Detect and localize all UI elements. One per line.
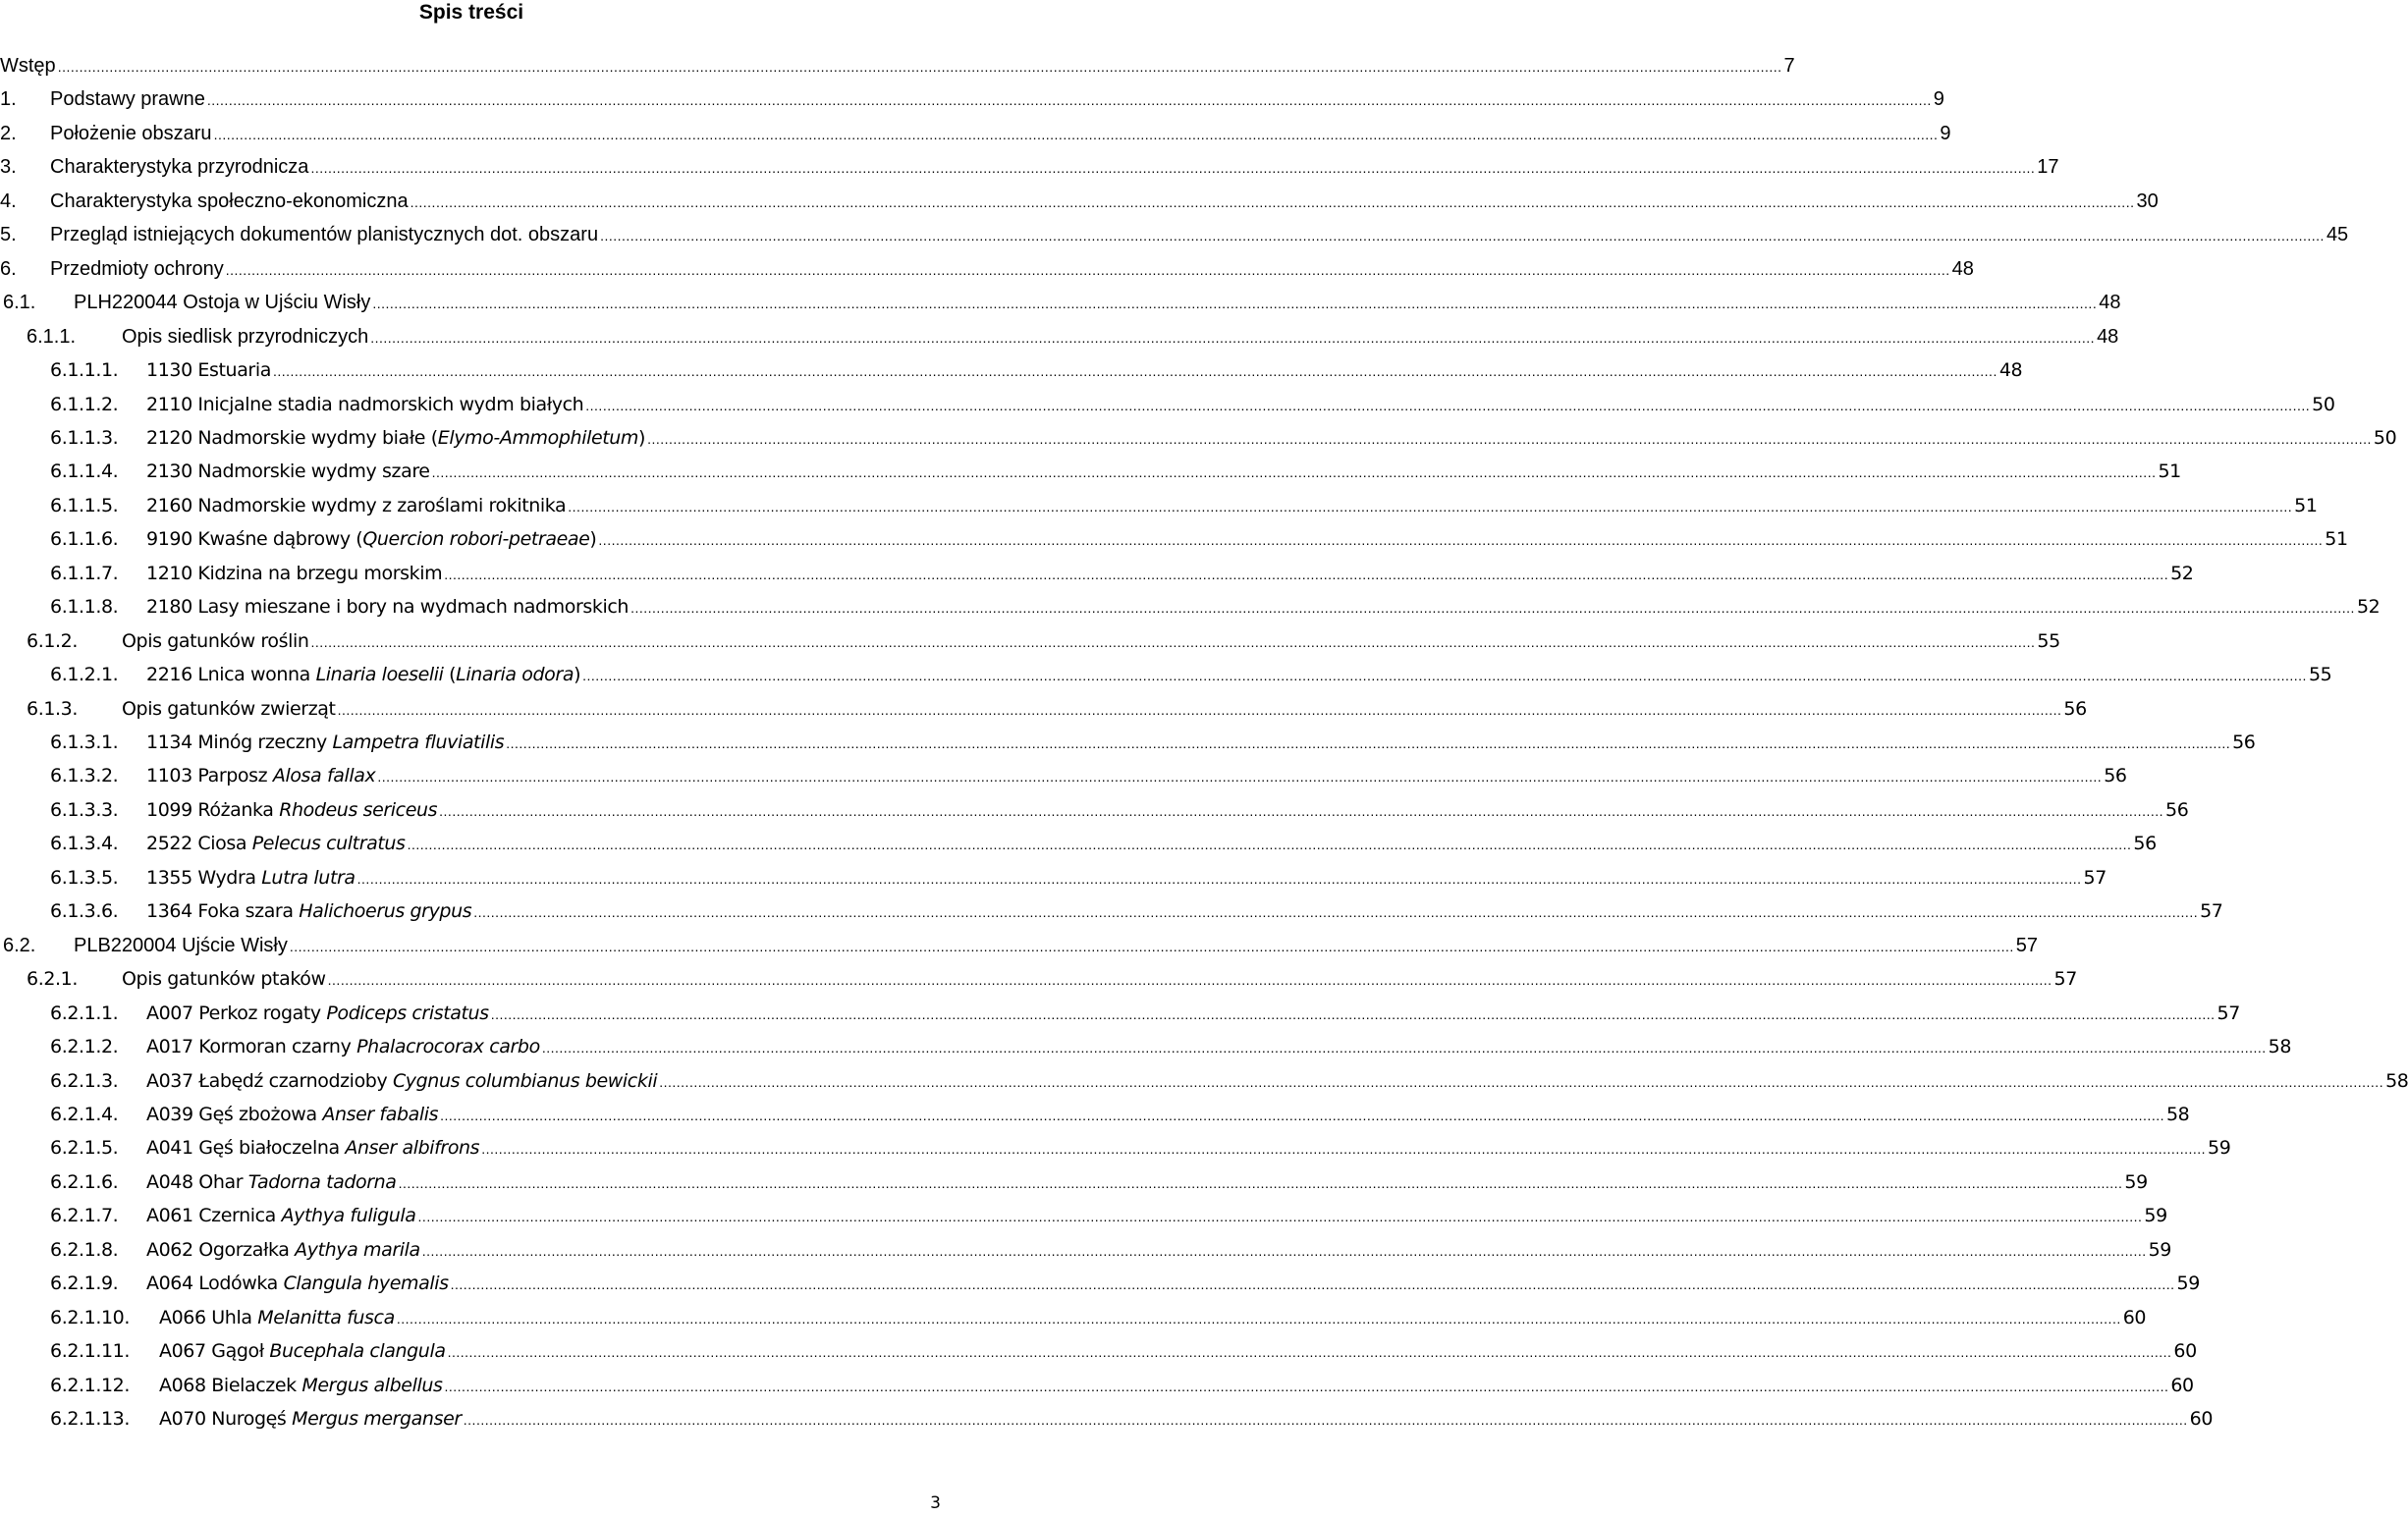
toc-entry[interactable] xyxy=(50,491,2318,520)
toc-leader-dots: ................................................................................................................................................................................................................................................................................................................................................................................................................ xyxy=(444,1378,2169,1394)
toc-entry[interactable] xyxy=(50,1404,2214,1434)
toc-leader-dots: ................................................................................................................................................................................................................................................................................................................................................................................................................ xyxy=(506,735,2231,751)
toc-leader-dots: ................................................................................................................................................................................................................................................................................................................................................................................................................ xyxy=(57,59,1782,75)
toc-leader-dots: ................................................................................................................................................................................................................................................................................................................................................................................................................ xyxy=(417,1209,2143,1225)
toc-leader-dots: ................................................................................................................................................................................................................................................................................................................................................................................................................ xyxy=(463,1412,2188,1428)
toc-leader-dots: ................................................................................................................................................................................................................................................................................................................................................................................................................ xyxy=(647,430,2372,447)
toc-leader-dots: ................................................................................................................................................................................................................................................................................................................................................................................................................ xyxy=(289,938,2014,954)
toc-entry[interactable] xyxy=(50,728,2256,757)
toc-leader-dots: ................................................................................................................................................................................................................................................................................................................................................................................................................ xyxy=(450,1276,2175,1293)
toc-entry-title-italic: Phalacrocorax carbo xyxy=(356,1036,540,1058)
toc-entry[interactable] xyxy=(50,457,2181,486)
toc-entry-page: 59 xyxy=(2144,1205,2167,1227)
toc-leader-dots: ................................................................................................................................................................................................................................................................................................................................................................................................................ xyxy=(582,668,2307,684)
toc-entry-page: 50 xyxy=(2373,426,2397,449)
toc-leader-dots: ................................................................................................................................................................................................................................................................................................................................................................................................................ xyxy=(398,1174,2123,1191)
toc-entry[interactable] xyxy=(50,795,2189,825)
toc-entry-title xyxy=(159,1404,462,1434)
toc-entry-title-part: A017 Kormoran czarny xyxy=(146,1036,357,1058)
toc-leader-dots: ................................................................................................................................................................................................................................................................................................................................................................................................................ xyxy=(598,532,2324,549)
toc-entry-title xyxy=(50,119,212,148)
toc-entry-title-part: Położenie obszaru xyxy=(50,122,212,144)
toc-entry[interactable] xyxy=(50,1201,2167,1230)
toc-entry[interactable] xyxy=(50,390,2335,419)
toc-entry-title-part: Podstawy prawne xyxy=(50,88,205,111)
toc-entry-number: 6.2.1.13. xyxy=(50,1408,131,1430)
toc-entry-title xyxy=(159,1336,446,1366)
toc-entry-title xyxy=(122,626,309,656)
toc-entry-title-part: 2130 Nadmorskie wydmy szare xyxy=(146,461,430,483)
toc-entry-number: 6.1.3.5. xyxy=(50,866,119,889)
toc-entry-number: 3. xyxy=(0,156,17,179)
toc-entry-title-italic: Lampetra fluviatilis xyxy=(332,731,505,753)
toc-entry-title-part: 1130 Estuaria xyxy=(146,359,271,382)
toc-entry[interactable] xyxy=(27,322,2119,352)
toc-entry-title-part: PLH220044 Ostoja w Ujściu Wisły xyxy=(74,292,371,314)
toc-entry-title xyxy=(159,1371,443,1400)
toc-entry-title xyxy=(146,524,596,554)
toc-entry-title-italic: Mergus merganser xyxy=(292,1408,462,1430)
toc-entry-page: 50 xyxy=(2312,393,2335,415)
toc-entry-title-part: A007 Perkoz rogaty xyxy=(146,1002,327,1024)
toc-entry-page: 52 xyxy=(2356,596,2381,619)
toc-leader-dots: ................................................................................................................................................................................................................................................................................................................................................................................................................ xyxy=(630,600,2355,617)
toc-entry[interactable] xyxy=(0,152,2059,182)
toc-entry-number: 6.1.3. xyxy=(27,697,78,720)
toc-entry-number: 6.2.1.10. xyxy=(50,1306,131,1328)
toc-leader-dots: ................................................................................................................................................................................................................................................................................................................................................................................................................ xyxy=(370,329,2096,346)
toc-entry[interactable] xyxy=(50,1100,2190,1129)
toc-entry-page: 56 xyxy=(2063,697,2087,720)
toc-leader-dots: ................................................................................................................................................................................................................................................................................................................................................................................................................ xyxy=(213,126,1939,142)
toc-entry-page: 56 xyxy=(2232,731,2256,753)
toc-entry-page: 48 xyxy=(2099,292,2121,314)
toc-entry-page: 7 xyxy=(1783,55,1795,77)
toc-entry-page: 48 xyxy=(2097,325,2119,348)
toc-entry-title xyxy=(50,84,205,114)
toc-entry-title-part: 2110 Inicjalne stadia nadmorskich wydm białych xyxy=(146,393,584,415)
toc-entry-number: 5. xyxy=(0,224,17,246)
toc-leader-dots: ................................................................................................................................................................................................................................................................................................................................................................................................................ xyxy=(659,1073,2384,1090)
toc-entry[interactable] xyxy=(50,1133,2231,1163)
toc-entry[interactable] xyxy=(3,931,2038,960)
toc-leader-dots: ................................................................................................................................................................................................................................................................................................................................................................................................................ xyxy=(410,193,2135,210)
toc-entry-title-part: 1210 Kidzina na brzegu morskim xyxy=(146,562,443,584)
toc-entry-title-part: A062 Ogorzałka xyxy=(146,1238,296,1261)
toc-entry-title-part: Wstęp xyxy=(0,55,56,77)
toc-entry-title-italic: Tadorna tadorna xyxy=(247,1170,397,1193)
toc-leader-dots: ................................................................................................................................................................................................................................................................................................................................................................................................................ xyxy=(421,1242,2147,1259)
toc-entry-number: 6.1.3.1. xyxy=(50,731,119,753)
toc-entry-title-part: A068 Bielaczek xyxy=(159,1374,302,1396)
toc-entry-page: 17 xyxy=(2037,156,2059,179)
toc-entry-number: 6.2.1.7. xyxy=(50,1205,119,1227)
toc-entry[interactable] xyxy=(50,660,2332,689)
toc-entry[interactable] xyxy=(3,288,2121,317)
toc-entry-page: 59 xyxy=(2176,1273,2200,1295)
toc-entry-title xyxy=(122,322,368,352)
toc-entry-title xyxy=(146,1032,540,1061)
toc-entry-number: 6.2.1.9. xyxy=(50,1273,119,1295)
toc-entry[interactable] xyxy=(50,1167,2148,1197)
toc-entry-number: 6.2. xyxy=(3,934,36,956)
toc-leader-dots: ................................................................................................................................................................................................................................................................................................................................................................................................................ xyxy=(310,633,2036,650)
toc-entry-title-italic: Alosa fallax xyxy=(272,765,376,787)
toc-entry-title-italic: Pelecus cultratus xyxy=(251,833,406,855)
toc-entry-number: 6.1.1.3. xyxy=(50,426,119,449)
toc-entry-page: 57 xyxy=(2200,900,2223,923)
toc-entry-page: 57 xyxy=(2216,1002,2240,1024)
toc-entry-title-italic: Lutra lutra xyxy=(261,866,356,889)
toc-entry-number: 6.1. xyxy=(3,292,36,314)
toc-entry-number: 6.1.1.1. xyxy=(50,359,119,382)
toc-entry-title xyxy=(146,863,356,893)
toc-entry-title-italic: Anser albifrons xyxy=(345,1137,480,1160)
toc-entry-title-italic: Halichoerus grypus xyxy=(299,900,472,923)
toc-entry-title xyxy=(146,592,629,622)
toc-entry[interactable] xyxy=(0,51,1795,81)
toc-entry-number: 6.2.1.4. xyxy=(50,1103,119,1125)
toc-entry-title-part: A039 Gęś zbożowa xyxy=(146,1103,323,1125)
toc-entry-title-part: 1134 Minóg rzeczny xyxy=(146,731,333,753)
toc-leader-dots: ................................................................................................................................................................................................................................................................................................................................................................................................................ xyxy=(447,1344,2172,1361)
toc-entry-title xyxy=(146,1269,449,1298)
toc-entry-title-part: Charakterystyka społeczno-ekonomiczna xyxy=(50,190,409,212)
toc-entry-title-part: 1355 Wydra xyxy=(146,866,262,889)
toc-leader-dots: ................................................................................................................................................................................................................................................................................................................................................................................................................ xyxy=(490,1005,2216,1022)
toc-entry-title xyxy=(50,187,409,216)
toc-entry-title xyxy=(146,355,271,385)
toc-entry-page: 52 xyxy=(2170,562,2194,584)
toc-entry-number: 6.2.1.11. xyxy=(50,1340,131,1363)
toc-entry-number: 6.2.1.2. xyxy=(50,1036,119,1058)
toc-leader-dots: ................................................................................................................................................................................................................................................................................................................................................................................................................ xyxy=(327,972,2052,989)
toc-entry[interactable] xyxy=(27,964,2077,994)
toc-entry-title xyxy=(146,761,375,790)
toc-entry-title-part: A048 Ohar xyxy=(146,1170,248,1193)
toc-entry-page: 48 xyxy=(1998,359,2023,382)
toc-leader-dots: ................................................................................................................................................................................................................................................................................................................................................................................................................ xyxy=(568,498,2293,515)
toc-entry-title-part: ) xyxy=(638,426,646,449)
toc-entry-title xyxy=(146,795,437,825)
toc-entry-number: 6.1.3.6. xyxy=(50,900,119,923)
toc-entry[interactable] xyxy=(50,1032,2292,1061)
toc-leader-dots: ................................................................................................................................................................................................................................................................................................................................................................................................................ xyxy=(206,92,1932,109)
toc-entry[interactable] xyxy=(50,999,2240,1028)
toc-entry-title-part: 2160 Nadmorskie wydmy z zaroślami rokitnika xyxy=(146,494,567,516)
toc-entry[interactable] xyxy=(50,355,2023,385)
toc-entry-title-part: A070 Nurogęś xyxy=(159,1408,293,1430)
toc-entry[interactable] xyxy=(50,1303,2147,1332)
toc-entry-page: 56 xyxy=(2133,833,2157,855)
toc-entry[interactable] xyxy=(50,896,2223,926)
toc-entry-number: 6.1.3.3. xyxy=(50,798,119,821)
toc-entry-title-part: Opis gatunków roślin xyxy=(122,629,309,652)
toc-entry-page: 55 xyxy=(2308,664,2332,686)
toc-entry[interactable] xyxy=(50,559,2194,588)
toc-entry-number: 6.2.1. xyxy=(27,968,78,991)
toc-entry[interactable] xyxy=(50,1371,2194,1400)
toc-entry-title-part: Opis gatunków zwierząt xyxy=(122,697,336,720)
toc-entry[interactable] xyxy=(0,84,1944,114)
toc-entry[interactable] xyxy=(50,761,2127,790)
toc-entry-title-part: 2216 Lnica wonna xyxy=(146,664,316,686)
toc-entry-number: 6.2.1.12. xyxy=(50,1374,131,1396)
toc-entry-title-part: 2180 Lasy mieszane i bory na wydmach nadmorskich xyxy=(146,596,629,619)
toc-entry-title-italic: Cygnus columbianus bewickii xyxy=(392,1069,658,1092)
toc-entry-page: 58 xyxy=(2385,1069,2408,1092)
toc-entry-title xyxy=(146,457,430,486)
toc-entry-number: 6.2.1.3. xyxy=(50,1069,119,1092)
toc-entry-title-part: Przegląd istniejących dokumentów planistycznych dot. obszaru xyxy=(50,224,599,246)
toc-entry-number: 6.1.1. xyxy=(27,325,77,348)
toc-entry-page: 59 xyxy=(2148,1238,2171,1261)
toc-entry-number: 6.1.3.4. xyxy=(50,833,119,855)
toc-leader-dots: ................................................................................................................................................................................................................................................................................................................................................................................................................ xyxy=(356,870,2082,887)
toc-leader-dots: ................................................................................................................................................................................................................................................................................................................................................................................................................ xyxy=(439,802,2164,819)
toc-leader-dots: ................................................................................................................................................................................................................................................................................................................................................................................................................ xyxy=(600,228,2325,244)
toc-entry[interactable] xyxy=(0,254,1974,284)
toc-entry-title-part: Charakterystyka przyrodnicza xyxy=(50,156,309,179)
toc-entry-title xyxy=(0,51,56,81)
toc-entry-page: 59 xyxy=(2208,1137,2231,1160)
toc-entry-number: 6.2.1.5. xyxy=(50,1137,119,1160)
toc-entry-title-italic: Rhodeus sericeus xyxy=(279,798,438,821)
toc-entry-title-italic: Aythya marila xyxy=(295,1238,420,1261)
toc-entry[interactable] xyxy=(50,592,2381,622)
toc-entry-number: 6.1.1.7. xyxy=(50,562,119,584)
toc-entry-title-italic: Clangula hyemalis xyxy=(283,1273,449,1295)
toc-entry-page: 60 xyxy=(2173,1340,2197,1363)
toc-leader-dots: ................................................................................................................................................................................................................................................................................................................................................................................................................ xyxy=(337,701,2062,718)
toc-entry-title xyxy=(146,559,442,588)
toc-entry-title-italic: Podiceps cristatus xyxy=(326,1002,489,1024)
toc-entry-title-italic: Aythya fuligula xyxy=(281,1205,416,1227)
toc-entry-title-italic: Anser fabalis xyxy=(322,1103,439,1125)
toc-entry[interactable] xyxy=(50,423,2397,453)
toc-entry-title-part: 1364 Foka szara xyxy=(146,900,300,923)
toc-entry-title-italic: Linaria loeselii xyxy=(315,664,444,686)
toc-entry-title xyxy=(146,728,504,757)
toc-entry-page: 55 xyxy=(2037,629,2060,652)
toc-entry-page: 60 xyxy=(2122,1306,2147,1328)
toc-entry-number: 2. xyxy=(0,122,17,144)
toc-entry-title xyxy=(146,896,471,926)
toc-entry-number: 6.2.1.8. xyxy=(50,1238,119,1261)
toc-entry-title-part: 1099 Różanka xyxy=(146,798,280,821)
toc-entry[interactable] xyxy=(50,1336,2197,1366)
toc-entry-page: 9 xyxy=(1933,88,1944,111)
toc-entry[interactable] xyxy=(0,119,1951,148)
toc-leader-dots: ................................................................................................................................................................................................................................................................................................................................................................................................................ xyxy=(431,464,2157,481)
toc-entry-title xyxy=(146,1167,397,1197)
toc-entry-title xyxy=(146,1201,416,1230)
toc-entry-page: 9 xyxy=(1940,122,1951,144)
toc-entry[interactable] xyxy=(0,220,2349,249)
toc-leader-dots: ................................................................................................................................................................................................................................................................................................................................................................................................................ xyxy=(272,363,1998,380)
toc-entry-title xyxy=(122,964,326,994)
toc-leader-dots: ................................................................................................................................................................................................................................................................................................................................................................................................................ xyxy=(377,769,2103,786)
toc-entry[interactable] xyxy=(50,863,2107,893)
toc-entry-title xyxy=(74,288,370,317)
toc-entry[interactable] xyxy=(50,1235,2171,1265)
toc-entry-page: 57 xyxy=(2083,866,2107,889)
toc-entry[interactable] xyxy=(50,829,2157,858)
toc-entry-title-part: A061 Czernica xyxy=(146,1205,282,1227)
toc-entry-title-italic: Mergus albellus xyxy=(301,1374,443,1396)
toc-leader-dots: ................................................................................................................................................................................................................................................................................................................................................................................................................ xyxy=(310,160,2036,177)
toc-entry-page: 60 xyxy=(2170,1374,2194,1396)
toc-entry-title-part: 1103 Parposz xyxy=(146,765,273,787)
toc-entry-title-part: A041 Gęś białoczelna xyxy=(146,1137,346,1160)
toc-entry-title-italic: Melanitta fusca xyxy=(257,1306,395,1328)
toc-leader-dots: ................................................................................................................................................................................................................................................................................................................................................................................................................ xyxy=(440,1107,2164,1123)
toc-entry-page: 59 xyxy=(2124,1170,2148,1193)
toc-entry-number: 6.1.3.2. xyxy=(50,765,119,787)
toc-entry-title-part: 2120 Nadmorskie wydmy białe ( xyxy=(146,426,438,449)
toc-entry-title-part: 2522 Ciosa xyxy=(146,833,252,855)
toc-entry-title-part: Opis gatunków ptaków xyxy=(122,968,326,991)
toc-entry-title-part: ( xyxy=(443,664,457,686)
toc-leader-dots: ................................................................................................................................................................................................................................................................................................................................................................................................................ xyxy=(396,1310,2121,1327)
toc-entry-title xyxy=(146,829,406,858)
toc-entry-title-part: PLB220004 Ujście Wisły xyxy=(74,934,288,956)
toc-entry-number: 6.1.1.6. xyxy=(50,528,119,551)
toc-leader-dots: ................................................................................................................................................................................................................................................................................................................................................................................................................ xyxy=(225,261,1950,278)
toc-entry-page: 57 xyxy=(2015,934,2038,956)
toc-entry[interactable] xyxy=(27,694,2087,724)
toc-leader-dots: ................................................................................................................................................................................................................................................................................................................................................................................................................ xyxy=(473,904,2199,921)
toc-entry-page: 51 xyxy=(2325,528,2348,551)
toc-entry-number: 6.2.1.6. xyxy=(50,1170,119,1193)
toc-entry-title xyxy=(146,660,580,689)
toc-entry-page: 60 xyxy=(2189,1408,2214,1430)
toc-entry-title-part: A037 Łabędź czarnodzioby xyxy=(146,1069,393,1092)
toc-entry-title-part: ) xyxy=(589,528,597,551)
toc-entry-title xyxy=(50,220,598,249)
toc-entry-title-part: Przedmioty ochrony xyxy=(50,257,224,280)
toc-entry-title-italic: Bucephala clangula xyxy=(269,1340,446,1363)
toc-entry-number: 6.1.1.2. xyxy=(50,393,119,415)
toc-entry-title-italic: Quercion robori-petraeae xyxy=(362,528,590,551)
toc-entry-page: 58 xyxy=(2268,1036,2292,1058)
toc-entry-title-part: A066 Uhla xyxy=(159,1306,258,1328)
toc-entry-title xyxy=(50,152,308,182)
toc-entry-title-part: A067 Gągoł xyxy=(159,1340,270,1363)
toc-entry-title-part: ) xyxy=(574,664,581,686)
toc-entry-number: 1. xyxy=(0,88,17,111)
toc-entry[interactable] xyxy=(27,626,2060,656)
toc-leader-dots: ................................................................................................................................................................................................................................................................................................................................................................................................................ xyxy=(407,837,2132,853)
page-number: 3 xyxy=(930,1493,941,1513)
toc-entry-title xyxy=(122,694,336,724)
toc-entry-title-italic: Linaria odora xyxy=(456,664,575,686)
toc-entry-page: 51 xyxy=(2294,494,2318,516)
toc-entry-page: 45 xyxy=(2326,224,2349,246)
toc-entry-number: 6.1.1.8. xyxy=(50,596,119,619)
toc-entry-title xyxy=(146,999,489,1028)
toc-entry-title-part: A064 Lodówka xyxy=(146,1273,284,1295)
toc-entry-title xyxy=(146,1235,420,1265)
toc-entry-number: 6. xyxy=(0,257,17,280)
toc-entry[interactable] xyxy=(50,1269,2200,1298)
toc-entry-number: 6.1.2.1. xyxy=(50,664,119,686)
toc-leader-dots: ................................................................................................................................................................................................................................................................................................................................................................................................................ xyxy=(585,397,2311,413)
toc-entry-page: 58 xyxy=(2165,1103,2190,1125)
toc-entry-title xyxy=(146,423,645,453)
toc-entry-title xyxy=(159,1303,395,1332)
toc-entry[interactable] xyxy=(50,1066,2408,1096)
toc-leader-dots: ................................................................................................................................................................................................................................................................................................................................................................................................................ xyxy=(481,1141,2207,1158)
toc-entry-page: 57 xyxy=(2053,968,2077,991)
toc-entry-title-part: 9190 Kwaśne dąbrowy ( xyxy=(146,528,363,551)
toc-entry[interactable] xyxy=(0,187,2159,216)
toc-entry-title-italic: Elymo-Ammophiletum xyxy=(437,426,639,449)
toc-entry-title xyxy=(50,254,224,284)
toc-leader-dots: ................................................................................................................................................................................................................................................................................................................................................................................................................ xyxy=(541,1040,2267,1056)
toc-entry-page: 56 xyxy=(2165,798,2189,821)
toc-entry-number: 6.1.1.4. xyxy=(50,461,119,483)
toc-entry-title xyxy=(146,390,583,419)
toc-entry-title xyxy=(146,491,566,520)
toc-entry-number: 6.2.1.1. xyxy=(50,1002,119,1024)
toc-entry-page: 51 xyxy=(2158,461,2181,483)
toc-entry-number: 6.1.2. xyxy=(27,629,78,652)
toc-entry-title xyxy=(74,931,288,960)
toc-entry-title-part: Opis siedlisk przyrodniczych xyxy=(122,325,369,348)
toc-entry-number: 4. xyxy=(0,190,17,212)
toc-entry-page: 30 xyxy=(2136,190,2159,212)
toc-entry-title xyxy=(146,1133,479,1163)
toc-leader-dots: ................................................................................................................................................................................................................................................................................................................................................................................................................ xyxy=(372,296,2098,312)
toc-leader-dots: ................................................................................................................................................................................................................................................................................................................................................................................................................ xyxy=(444,566,2169,582)
toc-entry-number: 6.1.1.5. xyxy=(50,494,119,516)
toc-entry-title xyxy=(146,1100,438,1129)
toc-entry[interactable] xyxy=(50,524,2348,554)
toc-entry-title xyxy=(146,1066,657,1096)
toc-entry-page: 48 xyxy=(1951,257,1974,280)
toc-title: Spis treści xyxy=(418,1,524,24)
toc-entry-page: 56 xyxy=(2104,765,2127,787)
